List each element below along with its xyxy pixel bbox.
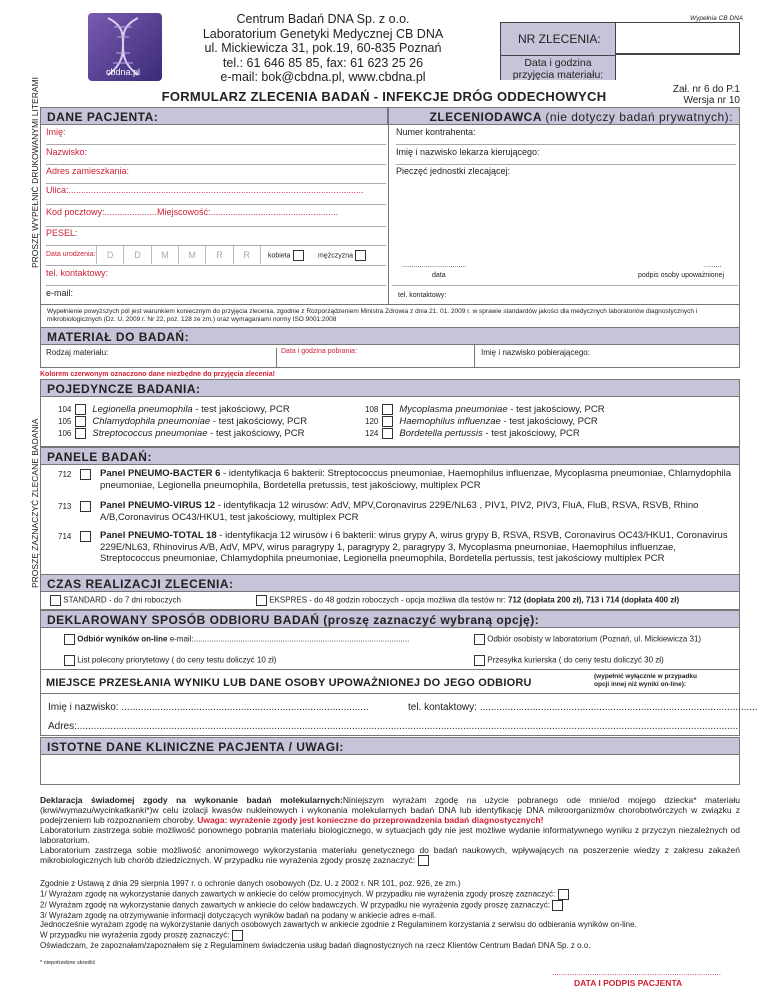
annex-line1: Zał. nr 6 do P.1 [672,84,740,95]
material-pobierajacy[interactable]: Imię i nazwisko pobierającego: [474,345,740,368]
online-checkbox[interactable] [64,634,75,645]
lekarz-field[interactable]: Imię i nazwisko lekarza kierującego: [396,147,736,165]
panel-title: Panel PNEUMO-TOTAL 18 [100,530,217,541]
pesel-line [46,265,386,266]
pieczec-label: Pieczęć jednostki zlecającej: [396,166,511,176]
send-header: MIEJSCE PRZESŁANIA WYNIKU LUB DANE OSOBY UPOWAŻNIONEJ DO JEGO ODBIORU [46,677,532,689]
panel-code: 714 [58,532,72,541]
lab-line1: Centrum Badań DNA Sp. z o.o. [236,12,410,26]
osobisty-label: Odbiór osobisty w laboratorium (Poznań, ul. Mickiewicza 31) [487,634,702,644]
orderer-header [388,107,740,125]
standard-label: STANDARD - do 7 dni roboczych [63,595,181,605]
online-consent-checkbox[interactable] [232,930,243,941]
lab-line2: Laboratorium Genetyki Medycznej CB DNA [202,26,444,41]
osobisty-checkbox[interactable] [474,634,485,645]
panel-checkbox[interactable] [80,531,91,542]
test-code: 105 [58,417,72,427]
side-text-top: PROSZĘ WYPEŁNIĆ DRUKOWANYMI LITERAMI [30,77,40,268]
test-row[interactable] [365,404,605,416]
test-checkbox[interactable] [382,416,393,427]
lab-line3: ul. Mickiewicza 31, pok.19, 60-835 Poznań [204,41,442,55]
gdpr-l3: 2/ Wyrażam zgodę na wykorzystanie danych zawartych w ankiecie do celów badawczych. W przypadku nie wyrażenia zgody proszę zaznaczyć: [40,900,550,910]
footnote: * niepotrzebne skreślić [40,960,96,966]
consent-warning: Uwaga: wyrażenie zgody jest konieczne do przeprowadzenia badań diagnostycznych! [197,815,544,825]
test-code: 108 [365,405,379,415]
logo [88,13,162,81]
order-date-label [500,55,616,81]
test-name: Haemophilus influenzae [399,416,501,428]
year2: R [233,246,261,264]
test-row[interactable] [365,428,605,440]
test-desc: - test jakościowy, PCR [210,416,308,428]
patient-header: DANE PACJENTA: [40,107,388,125]
time-ekspres[interactable] [256,595,679,606]
pesel-field[interactable]: PESEL: [46,228,386,246]
orderer-sign-label: podpis osoby upoważnionej [638,272,725,279]
kurier-checkbox[interactable] [474,655,485,666]
tel-field[interactable]: tel. kontaktowy: [46,268,386,286]
panel-desc: - identyfikacja 6 bakterii: Streptococcus pneumoniae, Haemophilus influenzae, Mycoplasma pneumoniae, Chlamydophila pneumoniae, Legionella pneumophila, Bordetella pretussis, test jakościowy, multiplex PCR [100,468,731,491]
gdpr-l7: Oświadczam, że zapoznałam/zapoznałem się z Regulaminem świadczenia usług badań diagnostycznych na rzecz Klientów Centrum Badań DNA Sp. z o.o. [40,940,591,950]
order-date-field[interactable] [616,54,740,80]
month2: M [178,246,205,264]
red-note: Kolorem czerwonym oznaczono dane niezbędne do przyjęcia zlecenia! [40,371,275,378]
adres-field[interactable]: Adres zamieszkania: [46,166,386,184]
test-row[interactable] [58,428,307,440]
year1: R [205,246,232,264]
kobieta-label: kobieta [268,252,291,260]
test-name: Streptococcus pneumoniae [92,428,208,440]
test-desc: - test jakościowy, PCR [192,404,290,416]
panel-checkbox[interactable] [80,501,91,512]
day2: D [123,246,150,264]
test-desc: - test jakościowy, PCR [482,428,580,440]
pickup-header: DEKLAROWANY SPOSÓB ODBIORU BADAŃ (proszę zaznaczyć wybraną opcję): [40,610,740,628]
panel-checkbox[interactable] [80,469,91,480]
kod-field[interactable]: Kod pocztowy:.....................Miejscowość:................................................... [46,207,386,227]
test-code: 120 [365,417,379,427]
test-checkbox[interactable] [382,428,393,439]
test-name: Chlamydophila pneumoniae [92,416,211,428]
send-note [594,673,697,688]
material-header: MATERIAŁ DO BADAŃ: [40,327,740,345]
panel-row[interactable] [58,530,738,565]
send-adres[interactable]: Adres:.............................................................................................................................................................................................................................................. [48,721,738,732]
time-header: CZAS REALIZACJI ZLECENIA: [40,574,740,592]
consent-block [40,795,740,866]
annex-line2: Wersja nr 10 [683,95,740,106]
material-rodzaj[interactable]: Rodzaj materiału: [46,348,109,357]
online-label: Odbiór wyników on-line [77,634,168,644]
birth-date-boxes[interactable] [96,246,261,264]
gdpr-l1: Zgodnie z Ustawą z dnia 29 sierpnia 1997 r. o ochronie danych osobowych (Dz. U. z 2002 r. NR 101, poz. 926, ze zm.) [40,879,461,888]
numer-field[interactable]: Numer kontrahenta: [396,127,736,145]
test-code: 104 [58,405,72,415]
test-desc: - test jakościowy, PCR [500,416,598,428]
send-imie[interactable]: Imię i nazwisko: ......................................................................................... [48,702,369,713]
lab-line4: tel.: 61 646 85 85, fax: 61 623 25 26 [222,55,424,70]
patient-divider [388,125,389,305]
test-name: Bordetella pertussis [399,428,483,440]
mezczyzna-option[interactable] [318,250,366,261]
send-tel[interactable]: tel. kontaktowy: .................................................................................................... [408,702,758,713]
send-note-1: (wypełnić wyłącznie w przypadku [594,673,697,680]
test-row[interactable] [58,404,307,416]
test-checkbox[interactable] [382,404,393,415]
online-email: e-mail:................................................................................................. [167,634,410,644]
orderer-header-bold: ZLECENIODAWCA [429,110,542,124]
panel-desc: - identyfikacja 12 wirusów i 6 bakterii: wirus grypy A, wirus grypy B, RSVA, RSVB, Coronavirus OC43/HKU1, Coronavirus 229E/NL63, Rhinovirus A/B, AdV, MPV, wirus paragrypy 1, paragrypy 2, paragrypy 3, Mycoplasma pneumoniae, Haemophilus influenzae, Streptococcus pneumoniae, Chlamydophila pneumoniae, Legionella pneumophila, Bordetella pertussis, test jakościowy multiplex PCR [100,530,728,564]
list-checkbox[interactable] [64,655,75,666]
kurier-label: Przesyłka kurierska ( do ceny testu doliczyć 30 zł) [487,655,664,665]
orderer-date-label: data [432,272,446,279]
test-name: Mycoplasma pneumoniae [399,404,508,416]
test-checkbox[interactable] [75,404,86,415]
fill-note: Wypełnia CB DNA [690,15,744,22]
test-row[interactable] [365,416,605,428]
day1: D [96,246,123,264]
single-right-list [365,404,605,440]
logo-text: cbdna.pl [106,67,141,77]
panel-code: 712 [58,470,72,479]
pickup-osobisty[interactable] [474,634,701,645]
consent-p3: Laboratorium zastrzega sobie możliwość anonimowego wykorzystania materiału genetycznego do badań naukowych, wpływających na poszerzenie wiedzy z zakresu zakażeń mikrobiologicznych lub chorób dziedzicznych. W przypadku nie wyrażenia zgody proszę zaznaczyć: [40,845,740,865]
nazwisko-field[interactable]: Nazwisko: [46,147,386,165]
email-field[interactable]: e-mail: [46,288,74,298]
orderer-header-note: (nie dotyczy badań prywatnych): [545,110,733,124]
test-checkbox[interactable] [75,428,86,439]
order-date-label-1: Data i godzina [524,57,592,69]
mezczyzna-label: mężczyzna [318,252,354,260]
ekspres-prices: 712 (dopłata 200 zł), 713 i 714 (dopłata 400 zł) [508,595,680,605]
orderer-line [392,285,738,286]
mezczyzna-checkbox[interactable] [355,250,366,261]
orderer-sign-dots: ......... [704,262,722,269]
panel-code: 713 [58,502,72,511]
gdpr-l2: 1/ Wyrażam zgodę na wykorzystanie danych zawartych w ankiecie do celów promocyjnych. W przypadku nie wyrażenia zgody proszę zaznaczyć: [40,889,556,899]
consent-title: Deklaracja świadomej zgody na wykonanie badań molekularnych: [40,795,343,805]
promo-checkbox[interactable] [558,889,569,900]
gdpr-l4: 3/ Wyrażam zgodę na otrzymywanie informacji dotyczących wyników badań na podany w ankiecie adres e-mail. [40,910,437,920]
ulica-field[interactable]: Ulica:...................................................................................................................... [46,185,386,205]
panels-header: PANELE BADAŃ: [40,447,740,465]
sign-dots: ............................................................................ [552,968,721,977]
material-data[interactable]: Data i godzina pobrania: [276,348,472,368]
research-data-checkbox[interactable] [552,900,563,911]
orderer-tel-field[interactable]: tel. kontaktowy: [398,292,447,299]
test-code: 124 [365,429,379,439]
panel-desc: - identyfikacja 12 wirusów: AdV, MPV,Coronavirus 229E/NL63 , PIV1, PIV2, PIV3, FluA, FluB, RSVA, RSVB, Rhino A/B,Coronavirus OC43/HKU1, test jakościowy, multiplex PCR [100,500,699,523]
pickup-kurier[interactable] [474,655,664,666]
panel-text [100,530,738,565]
panel-row[interactable] [58,500,738,523]
panel-title: Panel PNEUMO-BACTER 6 [100,468,221,479]
clinical-header: ISTOTNE DANE KLINICZNE PACJENTA / UWAGI: [40,737,740,755]
form-title: FORMULARZ ZLECENIA BADAŃ - INFEKCJE DRÓG ODDECHOWYCH [161,89,607,104]
panel-text [100,468,738,491]
test-row[interactable] [58,416,307,428]
consent-p2: Laboratorium zastrzega sobie możliwość ponownego pobrania materiału biologicznego, w sytuacjach gdy nie jest możliwe wydanie informatywnego wyniku z przyczyn niezależnych od laboratorium. [40,825,740,845]
sign-label: DATA I PODPIS PACJENTA [574,978,683,988]
send-note-2: opcji innej niż wyniki on-line): [594,680,687,688]
gdpr-l5: Jednocześnie wyrażam zgodę na wykorzystanie danych osobowych zawartych w ankiecie zgodnie z Regulaminem korzystania z serwisu do odbierania wyników on-line. [40,920,637,930]
test-name: Legionella pneumophila [92,404,193,416]
ekspres-checkbox[interactable] [256,595,267,606]
month1: M [151,246,178,264]
panel-text [100,500,738,523]
research-checkbox[interactable] [418,855,429,866]
consent-text: Niniejszym wyrażam zgodę na użycie pobranego ode mnie/od mojego dziecka* materiału (krwi/wymazu/wycinkatkanki*)w celu izolacji kwasów nukleinowych i wykonania molekularnych badań DNA lub identyfikację DNA mikroorganizmów chorobotwórczych w związku z podejrzeniem lub rozpoznaniem choroby. [40,795,740,825]
test-code: 106 [58,429,72,439]
pickup-list[interactable] [64,655,276,666]
data-ur-label: Data urodzenia: [46,251,96,258]
orderer-date-dots: ................................. [402,262,467,269]
lab-line5: e-mail: bok@cbdna.pl, www.cbdna.pl [220,70,426,84]
imie-field[interactable]: Imię: [46,127,386,145]
lab-info [168,12,478,85]
kobieta-option[interactable] [268,250,304,261]
ekspres-label: EKSPRES - do 48 godzin roboczych - opcja możliwa dla testów nr: [269,595,509,605]
legal-note: Wypełnienie powyższych pól jest warunkiem koniecznym do przyjęcia zlecenia, zgodnie z Rozporządzeniem Ministra Zdrowia z dnia 21. 01. 2009 r. w sprawie standardów jakości dla medycznych laboratoriów diagnostycznych i mikrobiologicznych (Dz. U. 2009 r. Nr 22, poz. 128 ze zm.) oraz wymaganiami normy ISO 9001:2008 [40,305,740,328]
test-checkbox[interactable] [75,416,86,427]
list-label: List polecony priorytetowy ( do ceny testu doliczyć 10 zł) [77,655,277,665]
pickup-online[interactable] [64,634,409,645]
order-date-label-2: przyjęcia materiału: [512,69,604,81]
test-desc: - test jakościowy, PCR [207,428,305,440]
clinical-box[interactable] [40,755,740,785]
nr-label: NR ZLECENIA: [518,32,601,46]
side-text-mid: PROSZĘ ZAZNACZYĆ ZLECANE BADANIA [30,418,40,588]
kobieta-checkbox[interactable] [293,250,304,261]
panel-title: Panel PNEUMO-VIRUS 12 [100,500,216,511]
single-header: POJEDYNCZE BADANIA: [40,379,740,397]
test-desc: - test jakościowy, PCR [507,404,605,416]
time-standard[interactable] [50,595,181,606]
gdpr-block [40,879,740,950]
gdpr-l6: W przypadku nie wyrażenia zgody proszę zaznaczyć: [40,930,230,940]
single-left-list [58,404,307,440]
standard-checkbox[interactable] [50,595,61,606]
panel-row[interactable] [58,468,738,491]
